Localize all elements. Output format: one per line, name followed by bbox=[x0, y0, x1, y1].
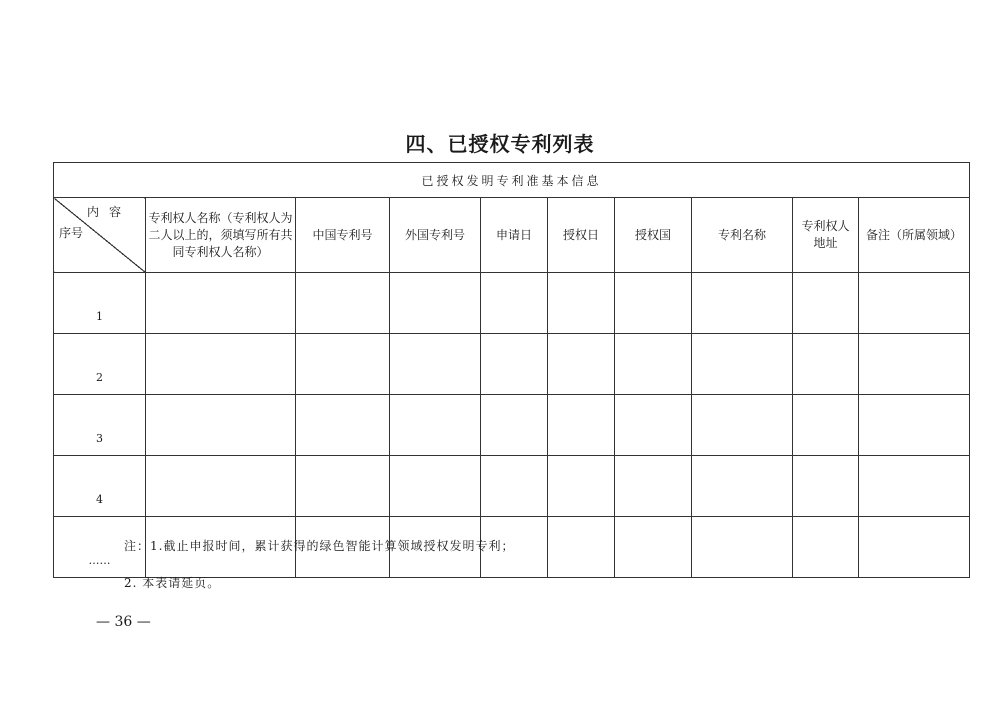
table-cell bbox=[793, 456, 859, 517]
table-cell bbox=[793, 334, 859, 395]
table-row bbox=[54, 395, 970, 456]
page-number: — 36 — bbox=[96, 614, 151, 630]
table-cell bbox=[390, 273, 481, 334]
table-cell bbox=[548, 395, 615, 456]
table-cell bbox=[548, 334, 615, 395]
col-header-application-date: 申请日 bbox=[481, 198, 548, 273]
table-cell bbox=[296, 273, 390, 334]
table-cell bbox=[692, 456, 793, 517]
row-seq: 4 bbox=[54, 456, 146, 517]
col-header-grant-country: 授权国 bbox=[615, 198, 692, 273]
table-cell bbox=[859, 395, 970, 456]
table-cell bbox=[390, 334, 481, 395]
table-cell bbox=[548, 456, 615, 517]
diag-header-content: 内容 bbox=[86, 205, 131, 219]
table-cell bbox=[548, 517, 615, 578]
footnote-1: 注：1.截止申报时间，累计获得的绿色智能计算领域授权发明专利； bbox=[124, 539, 515, 553]
table-cell bbox=[793, 273, 859, 334]
table-cell bbox=[692, 395, 793, 456]
row-seq: …… bbox=[54, 517, 146, 578]
footnote-2: 2. 本表请延页。 bbox=[124, 576, 221, 590]
page-title: 四、已授权专利列表 bbox=[405, 132, 595, 156]
row-seq: 1 bbox=[54, 273, 146, 334]
col-header-cn-patent-no: 中国专利号 bbox=[296, 198, 390, 273]
table-cell bbox=[296, 334, 390, 395]
col-header-grant-date: 授权日 bbox=[548, 198, 615, 273]
table-cell bbox=[146, 273, 296, 334]
table-cell bbox=[146, 395, 296, 456]
table-caption-row bbox=[54, 163, 970, 198]
table-row bbox=[54, 273, 970, 334]
table-caption: 已授权发明专利准基本信息 bbox=[54, 163, 970, 198]
table-cell bbox=[390, 395, 481, 456]
table-cell bbox=[859, 334, 970, 395]
col-header-remarks: 备注（所属领域） bbox=[859, 198, 970, 273]
col-header-patentee-name: 专利权人名称（专利权人为二人以上的，须填写所有共同专利权人名称） bbox=[146, 198, 296, 273]
table-cell bbox=[296, 456, 390, 517]
diagonal-header-cell bbox=[54, 198, 146, 273]
row-seq: 2 bbox=[54, 334, 146, 395]
table-cell bbox=[692, 273, 793, 334]
col-header-patentee-address: 专利权人地址 bbox=[793, 198, 859, 273]
table-cell bbox=[481, 334, 548, 395]
table-cell bbox=[615, 273, 692, 334]
table-cell bbox=[390, 456, 481, 517]
table-header-row bbox=[54, 198, 970, 273]
table-cell bbox=[481, 395, 548, 456]
table-cell bbox=[793, 517, 859, 578]
col-header-patent-name: 专利名称 bbox=[692, 198, 793, 273]
table-cell bbox=[859, 517, 970, 578]
table-cell bbox=[296, 395, 390, 456]
col-header-foreign-patent-no: 外国专利号 bbox=[390, 198, 481, 273]
table-cell bbox=[615, 456, 692, 517]
table-row bbox=[54, 334, 970, 395]
table-cell bbox=[146, 456, 296, 517]
table-cell bbox=[146, 334, 296, 395]
table-cell bbox=[548, 273, 615, 334]
table-cell bbox=[859, 456, 970, 517]
patent-table bbox=[53, 162, 970, 578]
table-cell bbox=[481, 456, 548, 517]
table-cell bbox=[615, 334, 692, 395]
table-row bbox=[54, 456, 970, 517]
table-cell bbox=[859, 273, 970, 334]
row-seq: 3 bbox=[54, 395, 146, 456]
table-cell bbox=[615, 517, 692, 578]
table-cell bbox=[692, 334, 793, 395]
diag-header-seq: 序号 bbox=[59, 226, 84, 240]
table-cell bbox=[793, 395, 859, 456]
table-cell bbox=[615, 395, 692, 456]
table-cell bbox=[692, 517, 793, 578]
table-cell bbox=[481, 273, 548, 334]
